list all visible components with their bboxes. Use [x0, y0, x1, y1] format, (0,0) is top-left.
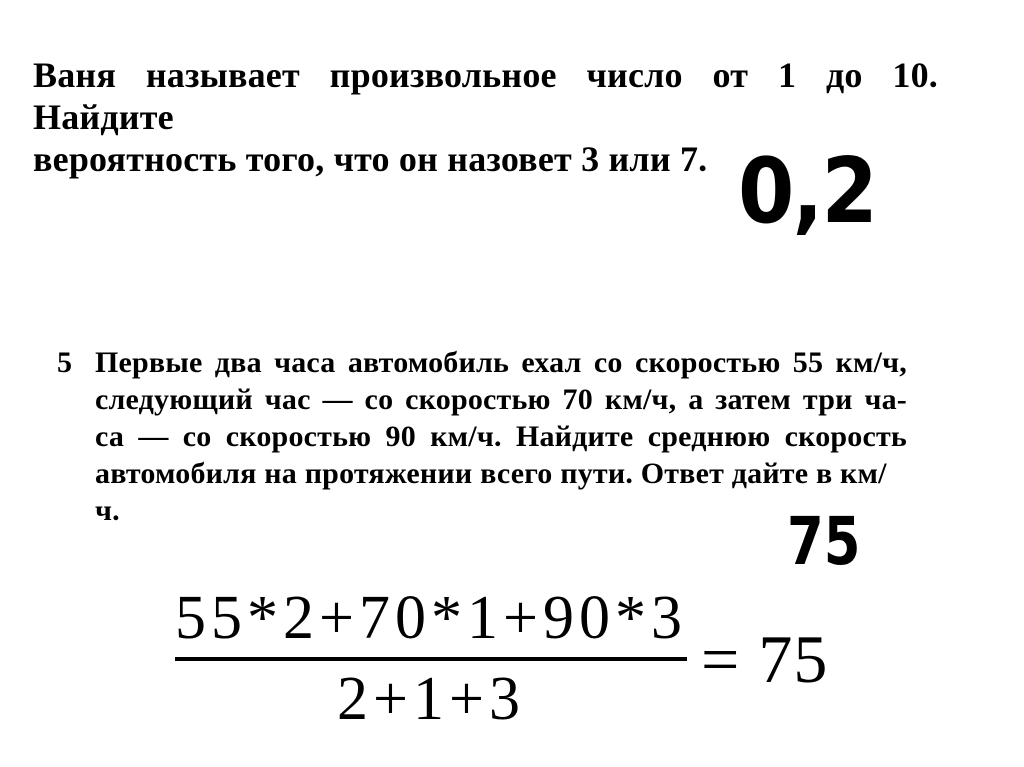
- question5-line-1: Первые два часа автомобиль ехал со скоростью 55 км/ч,: [95, 346, 907, 379]
- question5-number: 5: [57, 346, 72, 379]
- question1-line-2: вероятность того, что он назовет 3 или 7.: [33, 139, 708, 179]
- question5-line-2: следующий час — со скоростью 70 км/ч, а затем три ча-: [95, 383, 907, 416]
- fraction-numerator: 55*2+70*1+90*3: [175, 580, 687, 661]
- question1-answer: 0,2: [738, 139, 877, 244]
- question1-line-1: Ваня называет произвольное число от 1 до 10. Найдите: [33, 55, 938, 137]
- solution-formula: [175, 580, 828, 738]
- fraction: [175, 580, 687, 738]
- question5-line-3: са — со скоростью 90 км/ч. Найдите среднюю скорость: [95, 420, 907, 453]
- question5-line-4: автомобиля на протяжении всего пути. Ответ дайте в км/ч.: [95, 457, 887, 527]
- question5-answer: 75: [787, 503, 861, 580]
- formula-result: = 75: [701, 620, 829, 697]
- fraction-denominator: 2+1+3: [337, 665, 525, 733]
- question5-text: [95, 344, 907, 529]
